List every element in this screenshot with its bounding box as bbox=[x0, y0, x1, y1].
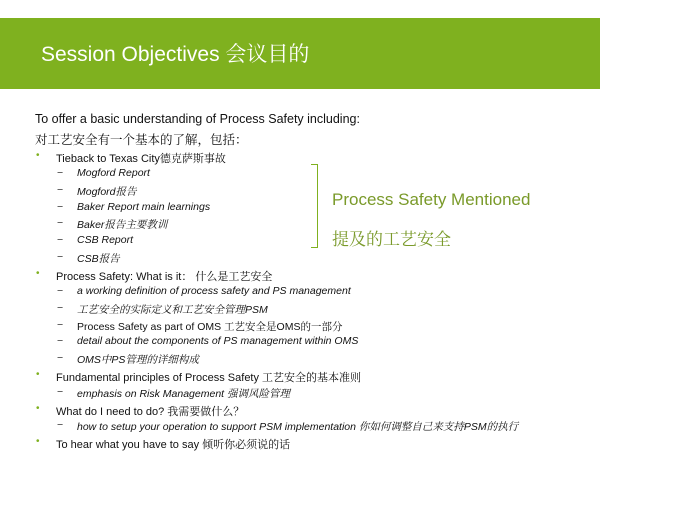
sub-item-label: how to setup your operation to support PSM implementation 你如何调整自己来支持PSM的执行 bbox=[77, 421, 519, 433]
dash-icon: − bbox=[57, 285, 64, 297]
sub-item bbox=[57, 251, 120, 266]
list-item bbox=[36, 150, 226, 166]
bullet-icon: • bbox=[36, 436, 40, 447]
sub-item-label: CSB Report bbox=[77, 234, 134, 246]
dash-icon: − bbox=[57, 201, 64, 213]
sub-item bbox=[57, 217, 168, 232]
slide-title: Session Objectives 会议目的 bbox=[41, 43, 310, 66]
sub-item-label: Baker Report main learnings bbox=[77, 201, 211, 213]
dash-icon: − bbox=[57, 386, 64, 398]
list-item bbox=[36, 436, 291, 452]
sub-item bbox=[57, 419, 519, 434]
sub-item bbox=[57, 201, 211, 213]
list-item bbox=[36, 369, 362, 385]
dash-icon: − bbox=[57, 167, 64, 179]
list-item-label: To hear what you have to say 倾听你必须说的话 bbox=[56, 439, 291, 451]
sub-item bbox=[57, 184, 137, 199]
dash-icon: − bbox=[57, 352, 64, 364]
dash-icon: − bbox=[57, 419, 64, 431]
intro-english: To offer a basic understanding of Process Safety including: bbox=[35, 112, 360, 126]
bullet-icon: • bbox=[36, 150, 40, 161]
list-item-label: What do I need to do? 我需要做什么？ bbox=[56, 406, 245, 418]
sub-item bbox=[57, 319, 343, 334]
sub-item bbox=[57, 386, 290, 401]
sub-item-label: emphasis on Risk Management 强调风险管理 bbox=[77, 388, 290, 400]
sub-item-label: Mogford报告 bbox=[77, 186, 137, 198]
bullet-icon: • bbox=[36, 369, 40, 380]
sub-item-label: OMS中PS管理的详细构成 bbox=[77, 354, 199, 366]
list-item bbox=[36, 268, 273, 284]
dash-icon: − bbox=[57, 234, 64, 246]
sub-item-label: detail about the components of PS management within OMS bbox=[77, 335, 359, 347]
intro-chinese: 对工艺安全有一个基本的了解，包括： bbox=[35, 133, 248, 147]
list-item-label: Tieback to Texas City德克萨斯事故 bbox=[56, 153, 226, 165]
callout-chinese: 提及的工艺安全 bbox=[332, 230, 451, 249]
sub-item bbox=[57, 352, 199, 367]
dash-icon: − bbox=[57, 184, 64, 196]
sub-item-label: Baker报告主要教训 bbox=[77, 219, 168, 231]
bullet-icon: • bbox=[36, 403, 40, 414]
dash-icon: − bbox=[57, 335, 64, 347]
sub-item bbox=[57, 234, 134, 246]
sub-item bbox=[57, 285, 351, 297]
sub-item-label: Mogford Report bbox=[77, 167, 150, 179]
list-item-label: Fundamental principles of Process Safety 工艺安全的基本准则 bbox=[56, 372, 362, 384]
sub-item-label: a working definition of process safety and PS management bbox=[77, 285, 351, 297]
sub-item-label: 工艺安全的实际定义和工艺安全管理PSM bbox=[77, 304, 268, 316]
sub-item-label: Process Safety as part of OMS 工艺安全是OMS的一部分 bbox=[77, 321, 343, 333]
dash-icon: − bbox=[57, 319, 64, 331]
sub-item-label: CSB报告 bbox=[77, 253, 120, 265]
bullet-icon: • bbox=[36, 268, 40, 279]
list-item-label: Process Safety: What is it： 什么是工艺安全 bbox=[56, 271, 273, 283]
callout-english: Process Safety Mentioned bbox=[332, 190, 531, 209]
sub-item bbox=[57, 302, 268, 317]
dash-icon: − bbox=[57, 217, 64, 229]
sub-item bbox=[57, 335, 359, 347]
dash-icon: − bbox=[57, 302, 64, 314]
list-item bbox=[36, 403, 245, 419]
dash-icon: − bbox=[57, 251, 64, 263]
sub-item bbox=[57, 167, 150, 179]
right-bracket bbox=[311, 164, 318, 248]
